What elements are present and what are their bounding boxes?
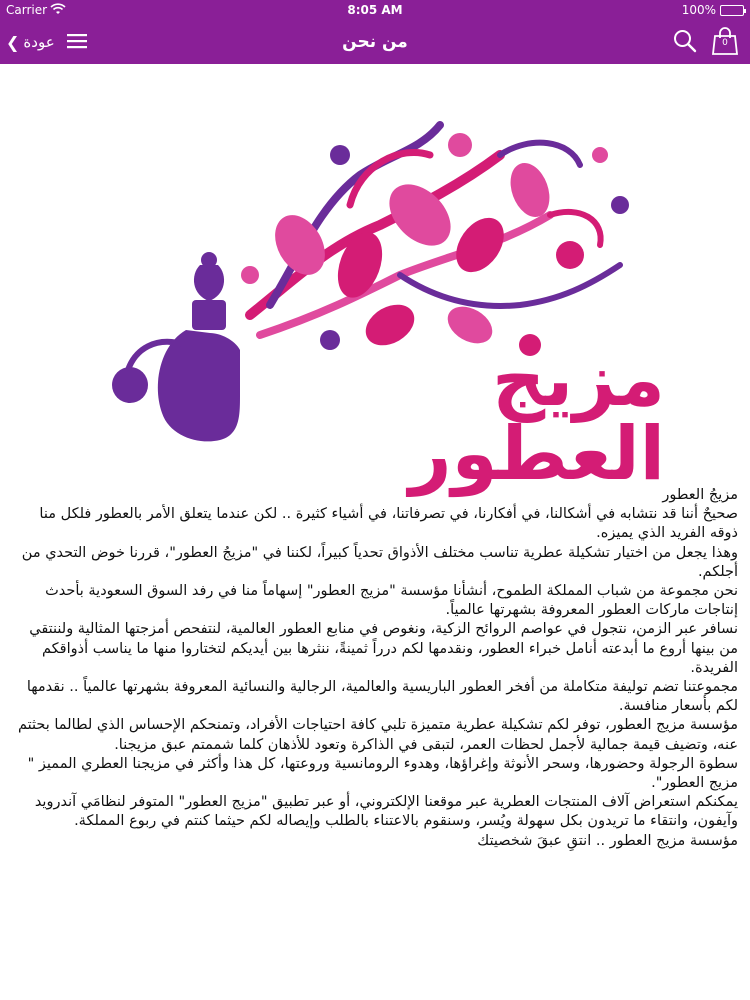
about-paragraph: صحيحٌ أننا قد نتشابه في أشكالنا، في أفكارنا، في تصرفاتنا، في أشياء كثيرة .. لكن عندما يتعلق الأمر بالعطور فلكل منا ذوقه الفريد الذي يميزه. — [39, 506, 738, 542]
search-icon[interactable] — [672, 28, 698, 54]
about-paragraph: يمكنكم استعراض آلاف المنتجات العطرية عبر موقعنا الإلكتروني، أو عبر تطبيق "مزيج العطور" المتوفر لنظامَي آندرويد وآيفون، وانتقاء ما تريدون بكل سهولة ويُسر، وسنقوم بالاعتناء بالطلب وإيصاله لكم حيثما كنتم في ربوع المملكة. — [34, 794, 738, 830]
cart-button[interactable] — [710, 26, 740, 56]
about-heading: مزيجُ العطور — [662, 487, 738, 503]
chevron-left-icon: ❮ — [6, 32, 20, 52]
about-paragraph: وهذا يجعل من اختيار تشكيلة عطرية تناسب مختلف الأذواق تحدياً كبيراً، لكننا في "مزيجُ العطور"، قررنا خوض التحدي من أجلكم. — [21, 544, 738, 580]
about-paragraph: نحن مجموعة من شباب المملكة الطموح، أنشأنا مؤسسة "مزيج العطور" إسهاماً منا في رفد السوق السعودية بأحدث إنتاجات ماركات العطور المعروفة بشهرتها عالمياً. — [45, 583, 738, 619]
about-paragraph: نسافر عبر الزمن، نتجول في عواصم الروائح الزكية، ونغوص في منابع العطور العالمية، لنتفحص أمزجتها المثالية ولننتقي من بينها أروع ما أبدعته أنامل خبراء العطور، ونقدمها لكم درراً ثمينةً، ننثرها بين أيديكم لتختاروا منها ما يناسب أذواقكم الفريدة. — [29, 621, 738, 676]
about-paragraph: سطوة الرجولة وحضورها، وسحر الأنوثة وإغراؤها، وهدوء الرومانسية وروعتها، كل هذا وأكثر في مزيجنا العطري المميز " مزيج العطور". — [27, 755, 738, 792]
carrier-label: Carrier — [6, 3, 48, 17]
about-paragraph: مؤسسة مزيج العطور، توفر لكم تشكيلة عطرية متميزة تلبي كافة احتياجات الأفراد، وتمنحكم الإحساس الذي لطالما بحثتم عنه، وتضيف قيمة جمالية لأجمل لحظات العمر، لتبقى في الذاكرة وتعود للأذهان كلما شممتم عبق مزيجنا. — [17, 717, 738, 753]
cart-count: 0 — [722, 38, 728, 48]
status-time: 8:05 AM — [347, 3, 403, 17]
battery-percent: 100% — [681, 3, 716, 17]
navigation-bar — [0, 20, 750, 64]
battery-icon — [720, 5, 744, 16]
status-bar — [0, 0, 750, 20]
about-us-content — [10, 486, 738, 851]
about-paragraph: مؤسسة مزيج العطور .. انتقِ عبقَ شخصيتك — [477, 832, 738, 849]
back-label: عودة — [23, 33, 55, 51]
page-title: من نحن — [342, 32, 408, 52]
brand-logo-text: مزيج العطور — [408, 337, 665, 497]
about-paragraph: مجموعتنا تضم توليفة متكاملة من أفخر العطور الباريسية والعالمية، الرجالية والنسائية المعروفة بشهرتها عالمياً .. نقدمها لكم بأسعار منافسة. — [26, 679, 738, 715]
